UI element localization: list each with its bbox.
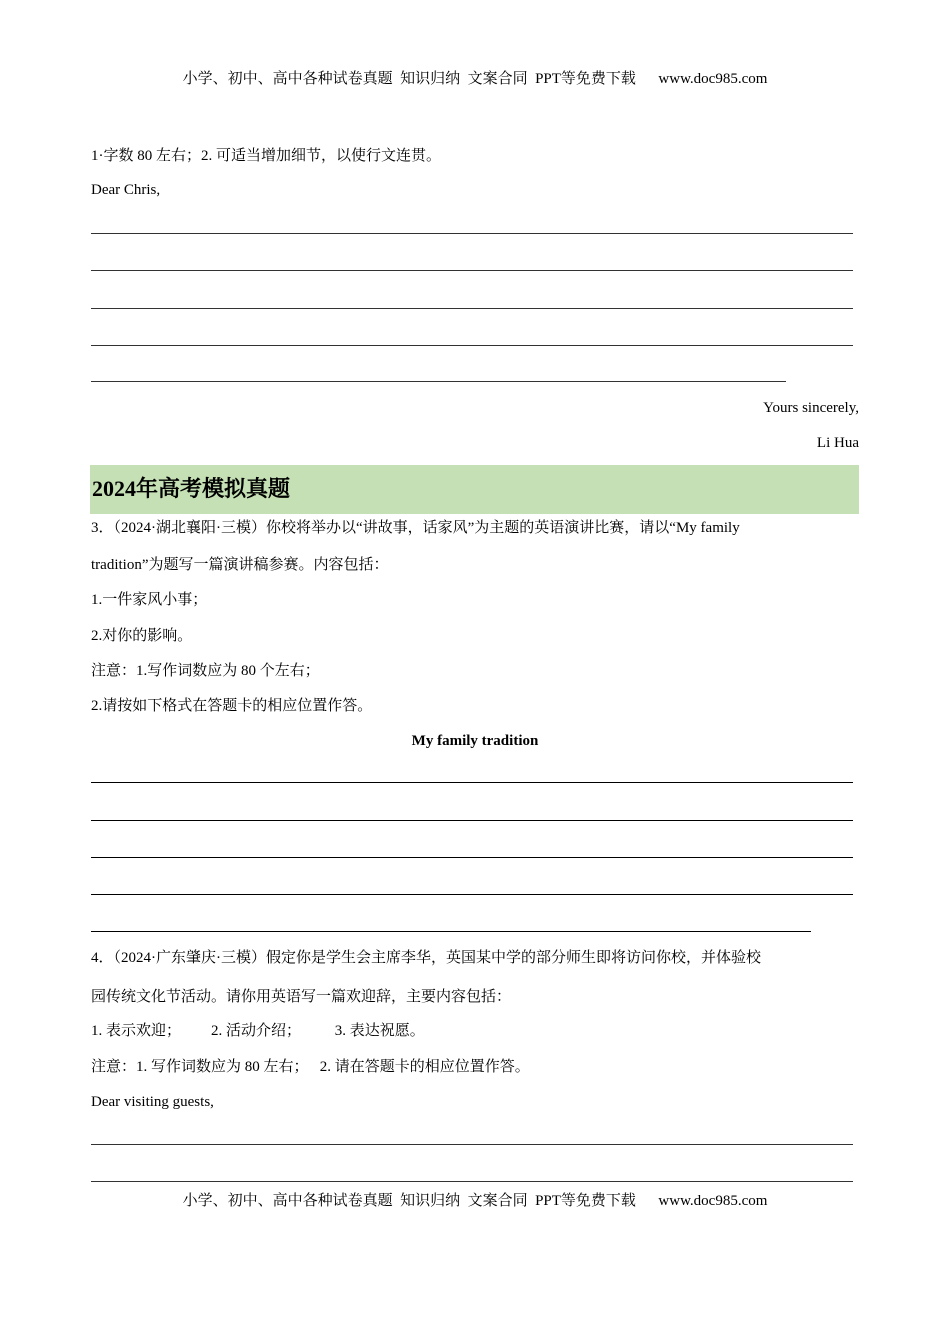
answer-line <box>91 1144 853 1145</box>
q3-note1: 注意：1.写作词数应为 80 个左右； <box>91 663 320 679</box>
answer-line <box>91 931 811 932</box>
section-title: 2024年高考模拟真题 <box>92 476 291 501</box>
answer-line <box>91 270 853 271</box>
q2-note: 1·字数 80 左右；2. 可适当增加细节，以使行文连贯。 <box>91 148 441 164</box>
answer-line <box>91 894 853 895</box>
answer-line <box>91 233 853 234</box>
answer-line <box>91 857 853 858</box>
q3-line2: tradition”为题写一篇演讲稿参赛。内容包括： <box>91 557 389 573</box>
answer-line <box>91 308 853 309</box>
answer-line <box>91 345 853 346</box>
q2-closing: Yours sincerely, <box>763 400 859 416</box>
q4-items: 1. 表示欢迎； 2. 活动介绍； 3. 表达祝愿。 <box>91 1023 425 1039</box>
q4-greeting: Dear visiting guests, <box>91 1094 214 1110</box>
q3-essay-title: My family tradition <box>411 733 539 749</box>
q4-line1: 4．（2024·广东肇庆·三模）假定你是学生会主席李华，英国某中学的部分师生即将访问你校，并体验校 <box>91 950 761 966</box>
q3-note2: 2.请按如下格式在答题卡的相应位置作答。 <box>91 698 373 714</box>
q3-line1: 3．（2024·湖北襄阳·三模）你校将举办以“讲故事，话家风”为主题的英语演讲比赛，请以“My family <box>91 520 740 536</box>
q2-greeting: Dear Chris, <box>91 182 161 198</box>
answer-line <box>91 820 853 821</box>
answer-line <box>91 381 786 382</box>
answer-line <box>91 782 853 783</box>
q4-note: 注意：1. 写作词数应为 80 左右； 2. 请在答题卡的相应位置作答。 <box>91 1059 530 1075</box>
page-footer: 小学、初中、高中各种试卷真题 知识归纳 文案合同 PPT等免费下载 www.doc985.com <box>182 1193 768 1209</box>
q2-signature: Li Hua <box>816 435 859 451</box>
q3-item2: 2.对你的影响。 <box>91 628 193 644</box>
q4-line2: 园传统文化节活动。请你用英语写一篇欢迎辞，主要内容包括： <box>91 989 512 1005</box>
q3-item1: 1.一件家风小事； <box>91 592 208 608</box>
answer-line <box>91 1181 853 1182</box>
page-header: 小学、初中、高中各种试卷真题 知识归纳 文案合同 PPT等免费下载 www.doc985.com <box>182 71 768 87</box>
section-heading <box>90 465 859 514</box>
